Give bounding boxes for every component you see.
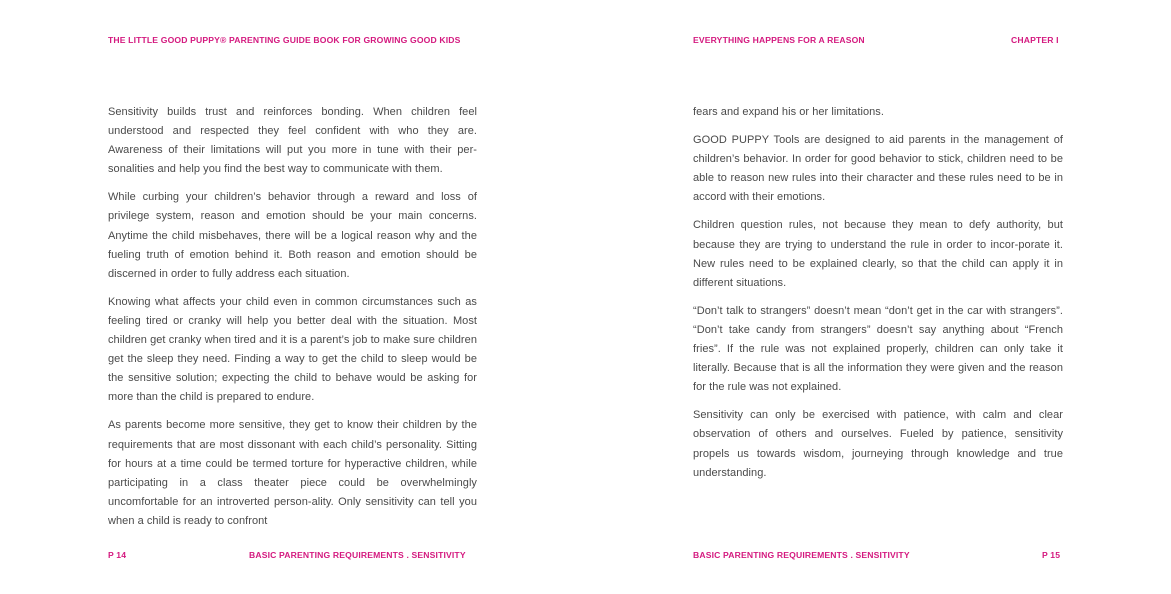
- right-paragraph-4: “Don’t talk to strangers” doesn’t mean “don’t get in the car with strangers”. “Don’t take candy from strangers” doesn’t say anything about “French fries”. If the rule was not explained properly, children can only take it literally. Because that is all the information they were given and the reason for the rule was not explained.: [693, 304, 1063, 394]
- right-chapter-label: CHAPTER I: [1011, 35, 1059, 45]
- right-footer-section: BASIC PARENTING REQUIREMENTS . SENSITIVITY: [693, 550, 910, 560]
- left-footer-section: BASIC PARENTING REQUIREMENTS . SENSITIVITY: [249, 550, 466, 560]
- left-paragraph-1: Sensitivity builds trust and reinforces bonding. When children feel understood and respected they feel confident with who they are. Awareness of their limitations will put you more in tune with their per-sonalities and help you find the best way to communicate with them.: [108, 106, 477, 176]
- left-paragraph-3: Knowing what affects your child even in common circumstances such as feeling tired or cranky will help you better deal with the situation. Most children get cranky when tired and it is a parent’s job to make sure children get the sleep they need. Finding a way to get the child to sleep would be the sensitive solution; expecting the child to behave would be asking for more than the child is prepared to endure.: [108, 295, 477, 404]
- right-page-number: P 15: [1042, 550, 1061, 560]
- right-paragraph-3: Children question rules, not because they mean to defy authority, but because they are trying to understand the rule in order to incor-porate it. New rules need to be explained clearly, so that the child can apply it in different situations.: [693, 219, 1063, 289]
- right-paragraph-5: Sensitivity can only be exercised with patience, with calm and clear observation of others and ourselves. Fueled by patience, sensitivity propels us towards wisdom, journeying through knowledge and true understanding.: [693, 409, 1063, 479]
- left-paragraph-4: As parents become more sensitive, they get to know their children by the requirements that are most dissonant with each child’s personality. Sitting for hours at a time could be termed torture for hyperactive children, while participating in a class theater piece could be overwhelmingly uncomfortable for an introverted person-ality. Only sensitivity can tell you when a child is ready to confront: [108, 419, 477, 527]
- left-running-header: THE LITTLE GOOD PUPPY® PARENTING GUIDE BOOK FOR GROWING GOOD KIDS: [108, 35, 461, 45]
- right-paragraph-1: fears and expand his or her limitations.: [693, 106, 884, 118]
- right-running-header: EVERYTHING HAPPENS FOR A REASON: [693, 35, 865, 45]
- right-page: [586, 0, 1171, 594]
- left-page-number: P 14: [108, 550, 127, 560]
- right-paragraph-2: GOOD PUPPY Tools are designed to aid parents in the management of children’s behavior. In order for good behavior to stick, children need to be able to reason new rules into their character and these rules need to be in accord with their emotions.: [693, 134, 1063, 204]
- left-paragraph-2: While curbing your children’s behavior through a reward and loss of privilege system, reason and emotion should be your main concerns. Anytime the child misbehaves, there will be a logical reason why and the fueling truth of emotion behind it. Both reason and emotion should be discerned in order to fully address each situation.: [108, 191, 477, 280]
- left-body-text: [108, 103, 477, 531]
- left-page: [0, 0, 585, 594]
- right-body-text: [693, 103, 1063, 483]
